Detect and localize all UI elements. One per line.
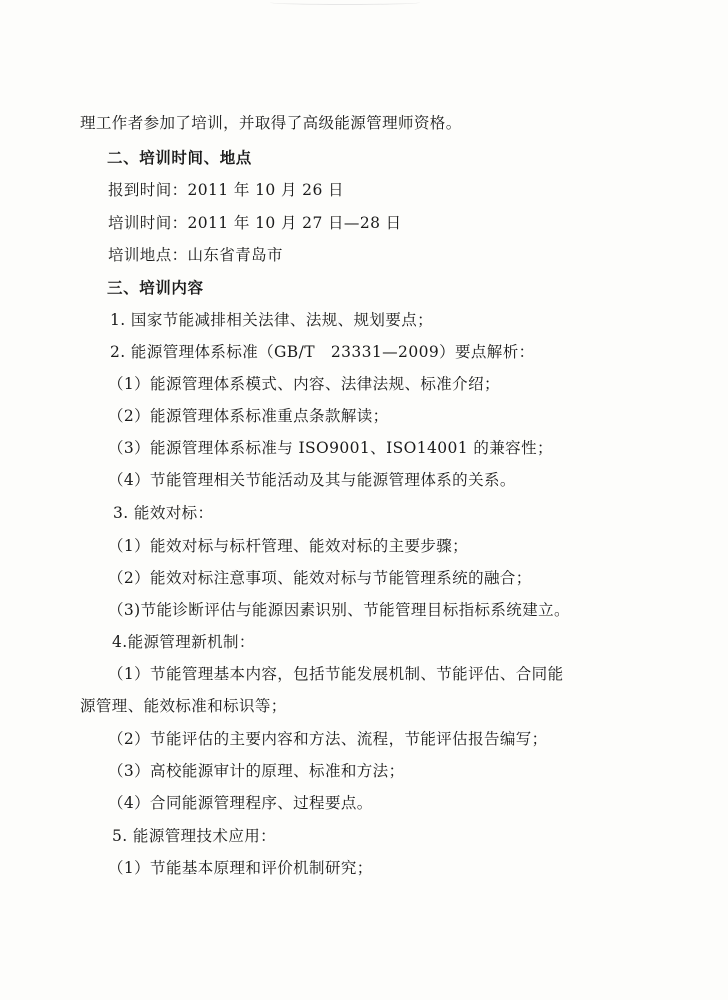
list-item-3-2: （2）能效对标注意事项、能效对标与节能管理系统的融合； xyxy=(108,569,532,587)
list-item-3-3: （3)节能诊断评估与能源因素识别、节能管理目标指标系统建立。 xyxy=(108,601,570,619)
list-item-2: 2. 能源管理体系标准（GB/T 23331—2009）要点解析： xyxy=(110,343,535,361)
scan-mark xyxy=(270,0,420,5)
report-date: 报到时间：2011 年 10 月 26 日 xyxy=(108,181,344,199)
list-item-4-3: （3）高校能源审计的原理、标准和方法； xyxy=(108,762,405,780)
list-item-4: 4.能源管理新机制： xyxy=(112,633,255,651)
list-item-5-1: （1）节能基本原理和评价机制研究； xyxy=(108,859,373,877)
list-item-4-1-continued: 源管理、能效标准和标识等； xyxy=(80,697,287,715)
training-dates: 培训时间：2011 年 10 月 27 日—28 日 xyxy=(108,214,402,232)
list-item-2-2: （2）能源管理体系标准重点条款解读； xyxy=(108,407,389,425)
list-item-3-1: （1）能效对标与标杆管理、能效对标的主要步骤； xyxy=(108,537,469,555)
list-item-2-3: （3）能源管理体系标准与 ISO9001、ISO14001 的兼容性； xyxy=(108,439,553,457)
list-item-2-1: （1）能源管理体系模式、内容、法律法规、标准介绍； xyxy=(108,375,500,393)
list-item-3: 3. 能效对标： xyxy=(113,504,214,522)
training-location: 培训地点：山东省青岛市 xyxy=(108,246,283,264)
list-item-1: 1. 国家节能减排相关法律、法规、规划要点； xyxy=(110,311,434,329)
section-heading-time-location: 二、培训时间、地点 xyxy=(107,149,252,167)
list-item-4-2: （2）节能评估的主要内容和方法、流程，节能评估报告编写； xyxy=(108,730,548,748)
list-item-5: 5. 能源管理技术应用： xyxy=(112,827,277,845)
list-item-4-4: （4）合同能源管理程序、过程要点。 xyxy=(108,794,373,812)
list-item-2-4: （4）节能管理相关节能活动及其与能源管理体系的关系。 xyxy=(108,471,516,489)
paragraph-continuation: 理工作者参加了培训，并取得了高级能源管理师资格。 xyxy=(80,114,462,132)
section-heading-content: 三、培训内容 xyxy=(107,279,204,297)
list-item-4-1: （1）节能管理基本内容，包括节能发展机制、节能评估、合同能 xyxy=(108,665,564,683)
